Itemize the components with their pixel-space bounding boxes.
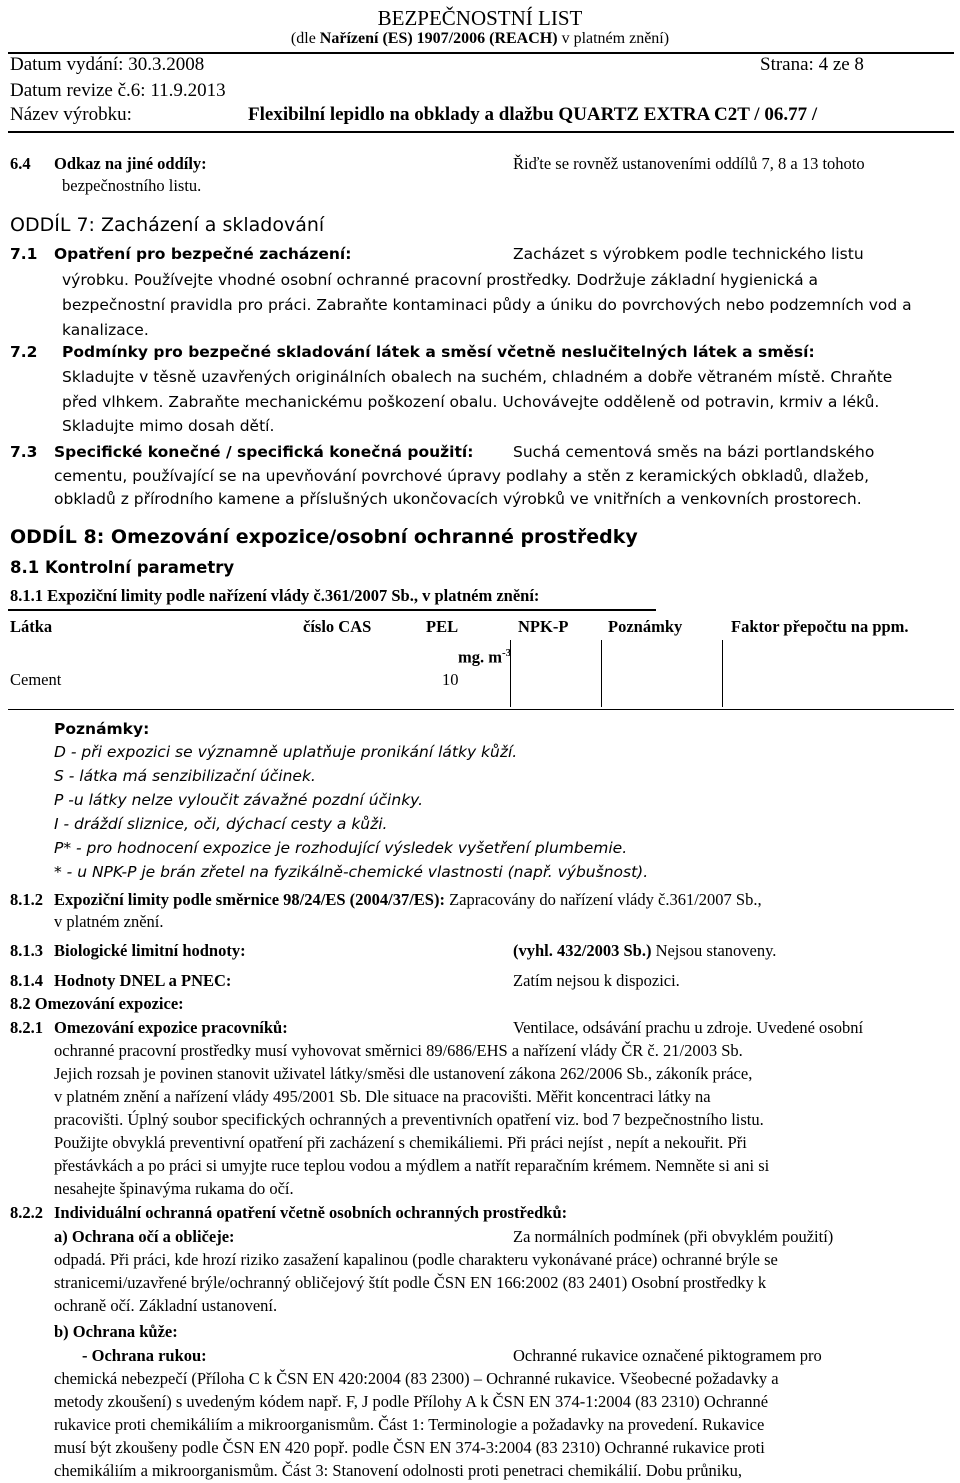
s8-1-heading: 8.1 Kontrolní parametry [10, 558, 235, 577]
eye-protection-heading: a) Ochrana očí a obličeje: [54, 1227, 235, 1246]
table-rule [8, 709, 954, 710]
note-item: S - látka má senzibilizační účinek. [54, 767, 316, 785]
s7-1-line: výrobku. Používejte vhodné osobní ochranné pracovní prostředky. Dodržuje základní hygienická a [62, 271, 819, 289]
s7-1-value: Zacházet s výrobkem podle technického listu [513, 245, 864, 263]
hand-protection-line: rukavice proti chemikáliím a mikroorganismům. Část 1: Terminologie a požadavky na provedení. Rukavice [54, 1415, 765, 1434]
table-header-ppm-factor: Faktor přepočtu na ppm. [731, 617, 909, 636]
s8-1-3-number: 8.1.3 [10, 941, 43, 960]
table-header-pel: PEL [426, 617, 459, 636]
hand-protection-line: metody zkoušení) s uvedeným kódem např. F, J podle Přílohy A k ČSN EN 374-1:2004 (83 2310) Ochranné [54, 1392, 769, 1411]
section-7-title: ODDÍL 7: Zacházení a skladování [10, 214, 325, 236]
s7-2-line: před vlhkem. Zabraňte mechanickému poškození obalu. Uchovávejte odděleně od potravin, krmiv a léků. [62, 393, 880, 411]
eye-protection-line: ochraně očí. Základní ustanovení. [54, 1296, 278, 1315]
table-header-substance: Látka [10, 617, 53, 636]
s8-1-3-heading: Biologické limitní hodnoty: [54, 941, 246, 960]
s6-4-continuation: bezpečnostního listu. [62, 176, 202, 195]
s7-2-heading: Podmínky pro bezpečné skladování látek a směsí včetně neslučitelných látek a směsí: [62, 343, 815, 361]
note-item: * - u NPK-P je brán zřetel na fyzikálně-chemické vlastnosti (např. výbušnost). [54, 863, 649, 881]
s8-2-1-line: v platném znění a nařízení vlády 495/2001 Sb. Dle situace na pracovišti. Měřit koncentraci látky na [54, 1087, 711, 1106]
s7-3-line: cementu, používající se na upevňování povrchové úpravy podlahy a stěn z keramických obkladů, dlažeb, [54, 467, 870, 485]
eye-protection-value: Za normálních podmínek (při obvyklém použití) [513, 1227, 834, 1246]
table-cell-pel: 10 [442, 670, 459, 689]
table-rule [8, 609, 656, 611]
revision-date: Datum revize č.6: 11.9.2013 [10, 80, 226, 101]
note-item: I - dráždí sliznice, oči, dýchací cesty a kůži. [54, 815, 388, 833]
note-item: P -u látky nelze vyloučit závažné pozdní účinky. [54, 791, 424, 809]
document-subtitle: (dle Nařízení (ES) 1907/2006 (REACH) v platném znění) [290, 30, 670, 47]
s8-1-1-heading: 8.1.1 Expoziční limity podle nařízení vlády č.361/2007 Sb., v platném znění: [10, 586, 540, 605]
s7-3-value: Suchá cementová směs na bázi portlandského [513, 443, 875, 461]
hand-protection-line: musí být zkoušeny podle ČSN EN 420 popř. podle ČSN EN 374-3:2004 (83 2310) Ochranné rukavice proti [54, 1438, 765, 1457]
s7-1-line: kanalizace. [62, 321, 149, 339]
s6-4-heading: Odkaz na jiné oddíly: [54, 154, 207, 173]
hand-protection-value: Ochranné rukavice označené piktogramem pro [513, 1346, 822, 1365]
table-rule [722, 640, 723, 707]
s8-1-2-continuation: v platném znění. [54, 912, 164, 931]
s8-2-1-line: pracovišti. Úplný soubor specifických ochranných a preventivních opatření viz. bod 7 bezpečnostního listu. [54, 1110, 764, 1129]
table-unit: mg. $m^{-3}$ [458, 647, 512, 667]
s6-4-value: Řiďte se rovněž ustanoveními oddílů 7, 8 a 13 tohoto [513, 154, 865, 173]
document-title: BEZPEČNOSTNÍ LIST [377, 6, 583, 30]
s7-2-number: 7.2 [10, 343, 38, 361]
issue-date: Datum vydání: 30.3.2008 [10, 54, 205, 75]
note-item: D - při expozici se významně uplatňuje pronikání látky kůží. [54, 743, 518, 761]
s8-1-4-heading: Hodnoty DNEL a PNEC: [54, 971, 232, 990]
s8-1-3-value: (vyhl. 432/2003 Sb.) Nejsou stanoveny. [513, 941, 777, 960]
eye-protection-line: stranicemi/uzavřené brýle/ochranný obličejový štít podle ČSN EN 166:2002 (83 2401) Osobní prostředky k [54, 1273, 767, 1292]
s8-2-1-heading: Omezování expozice pracovníků: [54, 1018, 288, 1037]
s8-1-2-number: 8.1.2 [10, 890, 43, 909]
s8-2-2-number: 8.2.2 [10, 1203, 43, 1222]
product-label: Název výrobku: [10, 104, 132, 125]
note-item: P* - pro hodnocení expozice je rozhodující výsledek vyšetření plumbemie. [54, 839, 628, 857]
notes-title: Poznámky: [54, 720, 150, 738]
page-number: Strana: 4 ze 8 [760, 54, 864, 75]
s7-1-line: bezpečnostní pravidla pro práci. Zabraňte kontaminaci půdy a úniku do povrchových nebo podzemních vod a [62, 296, 912, 314]
s8-1-2-text: Expoziční limity podle směrnice 98/24/ES (2004/37/ES): Zapracovány do nařízení vlády č.361/2007 Sb., [54, 890, 762, 909]
s7-3-number: 7.3 [10, 443, 38, 461]
s7-1-heading: Opatření pro bezpečné zacházení: [54, 245, 352, 263]
s7-2-line: Skladujte v těsně uzavřených originálních obalech na suchém, chladném a dobře větraném místě. Chraňte [62, 368, 893, 386]
product-name: Flexibilní lepidlo na obklady a dlažbu QUARTZ EXTRA C2T / 06.77 / [248, 104, 818, 125]
s8-2-2-heading: Individuální ochranná opatření včetně osobních ochranných prostředků: [54, 1203, 568, 1222]
s8-1-4-number: 8.1.4 [10, 971, 43, 990]
s7-3-heading: Specifické konečné / specifická konečná použití: [54, 443, 474, 461]
s8-1-4-value: Zatím nejsou k dispozici. [513, 971, 680, 990]
section-8-title: ODDÍL 8: Omezování expozice/osobní ochranné prostředky [10, 526, 638, 548]
hand-protection-line: chemikáliím a mikroorganismům. Část 3: Stanovení odolnosti proti penetraci chemikálií. Dobu průniku, [54, 1461, 742, 1480]
table-header-npkp: NPK-P [518, 617, 569, 636]
s8-2-1-value: Ventilace, odsávání prachu u zdroje. Uvedené osobní [513, 1018, 864, 1037]
s8-2-1-line: přestávkách a po práci si umyjte ruce teplou vodou a mýdlem a natřít reparačním krémem. Nemněte si ani si [54, 1156, 770, 1175]
s7-3-line: obkladů z přírodního kamene a příslušných ukončovacích výrobků ve vnitřních a venkovních prostorech. [54, 490, 862, 508]
hand-protection-heading: - Ochrana rukou: [82, 1346, 207, 1365]
s8-2-1-line: nesahejte špinavýma rukama do očí. [54, 1179, 294, 1198]
table-cell-substance: Cement [10, 670, 62, 689]
s8-2-1-number: 8.2.1 [10, 1018, 43, 1037]
s8-2-heading: 8.2 Omezování expozice: [10, 994, 184, 1013]
s8-2-1-line: ochranné pracovní prostředky musí vyhovovat směrnici 89/686/EHS a nařízení vlády ČR č. 21/2003 Sb. [54, 1041, 743, 1060]
eye-protection-line: odpadá. Při práci, kde hrozí riziko zasažení kapalinou (podle charakteru vykonávané práce) ochranné brýle se [54, 1250, 778, 1269]
hand-protection-line: chemická nebezpečí (Příloha C k ČSN EN 420:2004 (83 2300) – Ochranné rukavice. Všeobecné požadavky a [54, 1369, 779, 1388]
skin-protection-heading: b) Ochrana kůže: [54, 1322, 178, 1341]
table-header-notes: Poznámky [608, 617, 683, 636]
s8-2-1-line: Použijte obvyklá preventivní opatření při zacházení s chemikáliemi. Při práci nejíst , nepít a nekouřit. Při [54, 1133, 747, 1152]
s7-2-line: Skladujte mimo dosah dětí. [62, 417, 275, 435]
header-rule-bottom [8, 131, 954, 133]
s6-4-number: 6.4 [10, 154, 31, 173]
table-header-cas: číslo CAS [303, 617, 372, 636]
s8-2-1-line: Jejich rozsah je povinen stanovit uživatel látky/směsi dle ustanovení zákona 262/2006 Sb., zákoník práce, [54, 1064, 753, 1083]
s7-1-number: 7.1 [10, 245, 38, 263]
table-rule [601, 640, 602, 707]
